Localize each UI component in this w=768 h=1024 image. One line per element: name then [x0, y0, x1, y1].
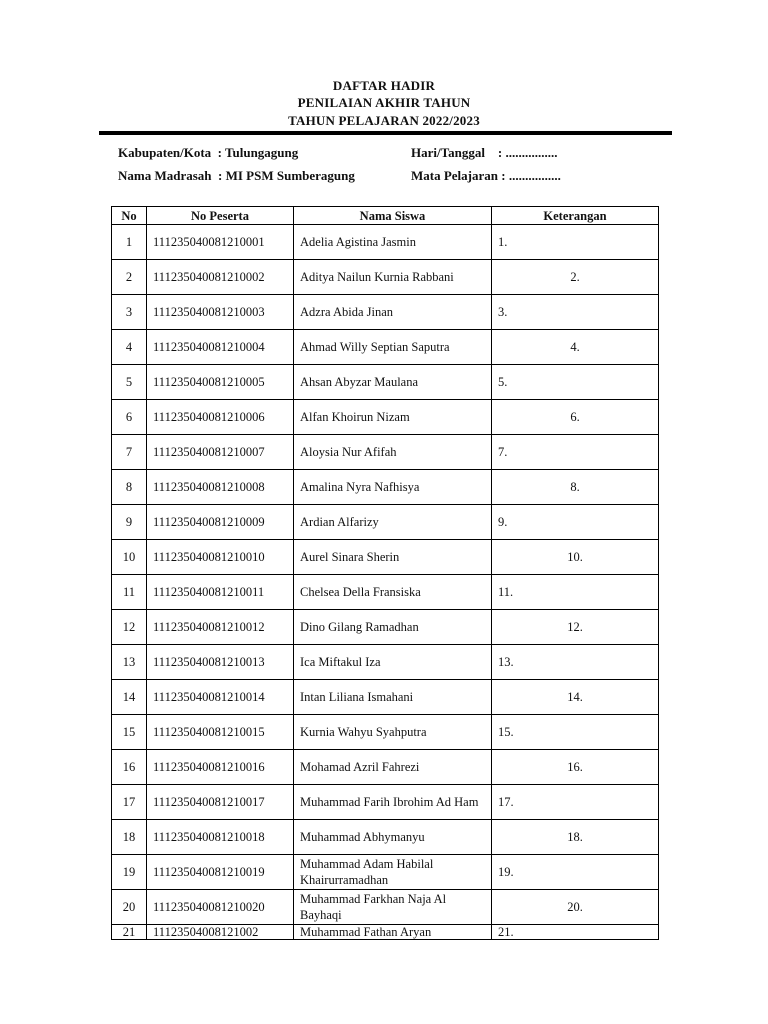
student-name: Amalina Nyra Nafhisya [294, 470, 492, 505]
table-row [112, 435, 659, 470]
participant-number: 111235040081210001 [147, 225, 294, 260]
doc-subtitle: PENILAIAN AKHIR TAHUN [297, 95, 471, 110]
row-number: 19 [112, 855, 147, 890]
student-name: Muhammad Fathan Aryan [294, 925, 492, 940]
col-header-no-peserta: No Peserta [147, 207, 294, 225]
remark-cell: 2. [492, 260, 659, 295]
remark-cell: 3. [492, 295, 659, 330]
remark-cell: 6. [492, 400, 659, 435]
header-divider [99, 131, 672, 135]
student-name: Aurel Sinara Sherin [294, 540, 492, 575]
participant-number: 111235040081210020 [147, 890, 294, 925]
student-name: Ica Miftakul Iza [294, 645, 492, 680]
participant-number: 111235040081210018 [147, 820, 294, 855]
table-row [112, 225, 659, 260]
participant-number: 111235040081210007 [147, 435, 294, 470]
student-name: Aditya Nailun Kurnia Rabbani [294, 260, 492, 295]
kabupaten-field: Kabupaten/Kota : Tulungagung [118, 145, 299, 160]
table-row [112, 295, 659, 330]
student-name: Ahmad Willy Septian Saputra [294, 330, 492, 365]
row-number: 13 [112, 645, 147, 680]
participant-number: 111235040081210017 [147, 785, 294, 820]
table-row [112, 400, 659, 435]
row-number: 3 [112, 295, 147, 330]
row-number: 5 [112, 365, 147, 400]
remark-cell: 21. [492, 925, 659, 940]
remark-cell: 5. [492, 365, 659, 400]
participant-number: 111235040081210013 [147, 645, 294, 680]
participant-number: 111235040081210006 [147, 400, 294, 435]
table-row [112, 820, 659, 855]
student-name: Dino Gilang Ramadhan [294, 610, 492, 645]
table-row [112, 365, 659, 400]
participant-number: 111235040081210014 [147, 680, 294, 715]
remark-cell: 1. [492, 225, 659, 260]
mata-pelajaran-field: Mata Pelajaran : ................ [411, 168, 561, 183]
row-number: 14 [112, 680, 147, 715]
participant-number: 111235040081210008 [147, 470, 294, 505]
row-number: 4 [112, 330, 147, 365]
remark-cell: 10. [492, 540, 659, 575]
remark-cell: 15. [492, 715, 659, 750]
table-header-row [112, 207, 659, 225]
remark-cell: 9. [492, 505, 659, 540]
participant-number: 111235040081210015 [147, 715, 294, 750]
participant-number: 111235040081210009 [147, 505, 294, 540]
student-name: Intan Liliana Ismahani [294, 680, 492, 715]
table-row [112, 470, 659, 505]
student-name: Muhammad Adam Habilal Khairurramadhan [294, 855, 492, 890]
participant-number: 111235040081210011 [147, 575, 294, 610]
student-name: Aloysia Nur Afifah [294, 435, 492, 470]
participant-number: 111235040081210004 [147, 330, 294, 365]
row-number: 16 [112, 750, 147, 785]
col-header-nama-siswa: Nama Siswa [294, 207, 492, 225]
table-row [112, 680, 659, 715]
remark-cell: 12. [492, 610, 659, 645]
madrasah-field: Nama Madrasah : MI PSM Sumberagung [118, 168, 355, 183]
student-name: Adzra Abida Jinan [294, 295, 492, 330]
student-name: Adelia Agistina Jasmin [294, 225, 492, 260]
row-number: 18 [112, 820, 147, 855]
col-header-no: No [112, 207, 147, 225]
participant-number: 111235040081210005 [147, 365, 294, 400]
remark-cell: 17. [492, 785, 659, 820]
doc-title: DAFTAR HADIR [332, 78, 436, 93]
table-row [112, 925, 659, 940]
row-number: 1 [112, 225, 147, 260]
remark-cell: 20. [492, 890, 659, 925]
participant-number: 111235040081210012 [147, 610, 294, 645]
row-number: 11 [112, 575, 147, 610]
row-number: 9 [112, 505, 147, 540]
remark-cell: 19. [492, 855, 659, 890]
participant-number: 111235040081210010 [147, 540, 294, 575]
remark-cell: 14. [492, 680, 659, 715]
table-row [112, 610, 659, 645]
row-number: 7 [112, 435, 147, 470]
row-number: 2 [112, 260, 147, 295]
row-number: 12 [112, 610, 147, 645]
row-number: 6 [112, 400, 147, 435]
participant-number: 111235040081210002 [147, 260, 294, 295]
remark-cell: 16. [492, 750, 659, 785]
student-name: Ahsan Abyzar Maulana [294, 365, 492, 400]
remark-cell: 13. [492, 645, 659, 680]
col-header-keterangan: Keterangan [492, 207, 659, 225]
remark-cell: 8. [492, 470, 659, 505]
table-row [112, 575, 659, 610]
participant-number: 11123504008121002 [147, 925, 294, 940]
student-name: Alfan Khoirun Nizam [294, 400, 492, 435]
student-name: Muhammad Farih Ibrohim Ad Ham [294, 785, 492, 820]
participant-number: 111235040081210003 [147, 295, 294, 330]
remark-cell: 18. [492, 820, 659, 855]
student-name: Chelsea Della Fransiska [294, 575, 492, 610]
attendance-table [111, 206, 659, 940]
participant-number: 111235040081210019 [147, 855, 294, 890]
row-number: 10 [112, 540, 147, 575]
table-row [112, 890, 659, 925]
student-name: Mohamad Azril Fahrezi [294, 750, 492, 785]
table-row [112, 855, 659, 890]
table-row [112, 260, 659, 295]
remark-cell: 4. [492, 330, 659, 365]
student-name: Kurnia Wahyu Syahputra [294, 715, 492, 750]
table-row [112, 505, 659, 540]
row-number: 21 [112, 925, 147, 940]
table-row [112, 645, 659, 680]
table-row [112, 330, 659, 365]
table-row [112, 540, 659, 575]
table-row [112, 785, 659, 820]
hari-tanggal-field: Hari/Tanggal : ................ [411, 145, 558, 160]
row-number: 15 [112, 715, 147, 750]
table-row [112, 750, 659, 785]
doc-year: TAHUN PELAJARAN 2022/2023 [288, 113, 480, 128]
row-number: 20 [112, 890, 147, 925]
remark-cell: 7. [492, 435, 659, 470]
row-number: 8 [112, 470, 147, 505]
table-row [112, 715, 659, 750]
student-name: Ardian Alfarizy [294, 505, 492, 540]
student-name: Muhammad Farkhan Naja Al Bayhaqi [294, 890, 492, 925]
remark-cell: 11. [492, 575, 659, 610]
participant-number: 111235040081210016 [147, 750, 294, 785]
student-name: Muhammad Abhymanyu [294, 820, 492, 855]
row-number: 17 [112, 785, 147, 820]
